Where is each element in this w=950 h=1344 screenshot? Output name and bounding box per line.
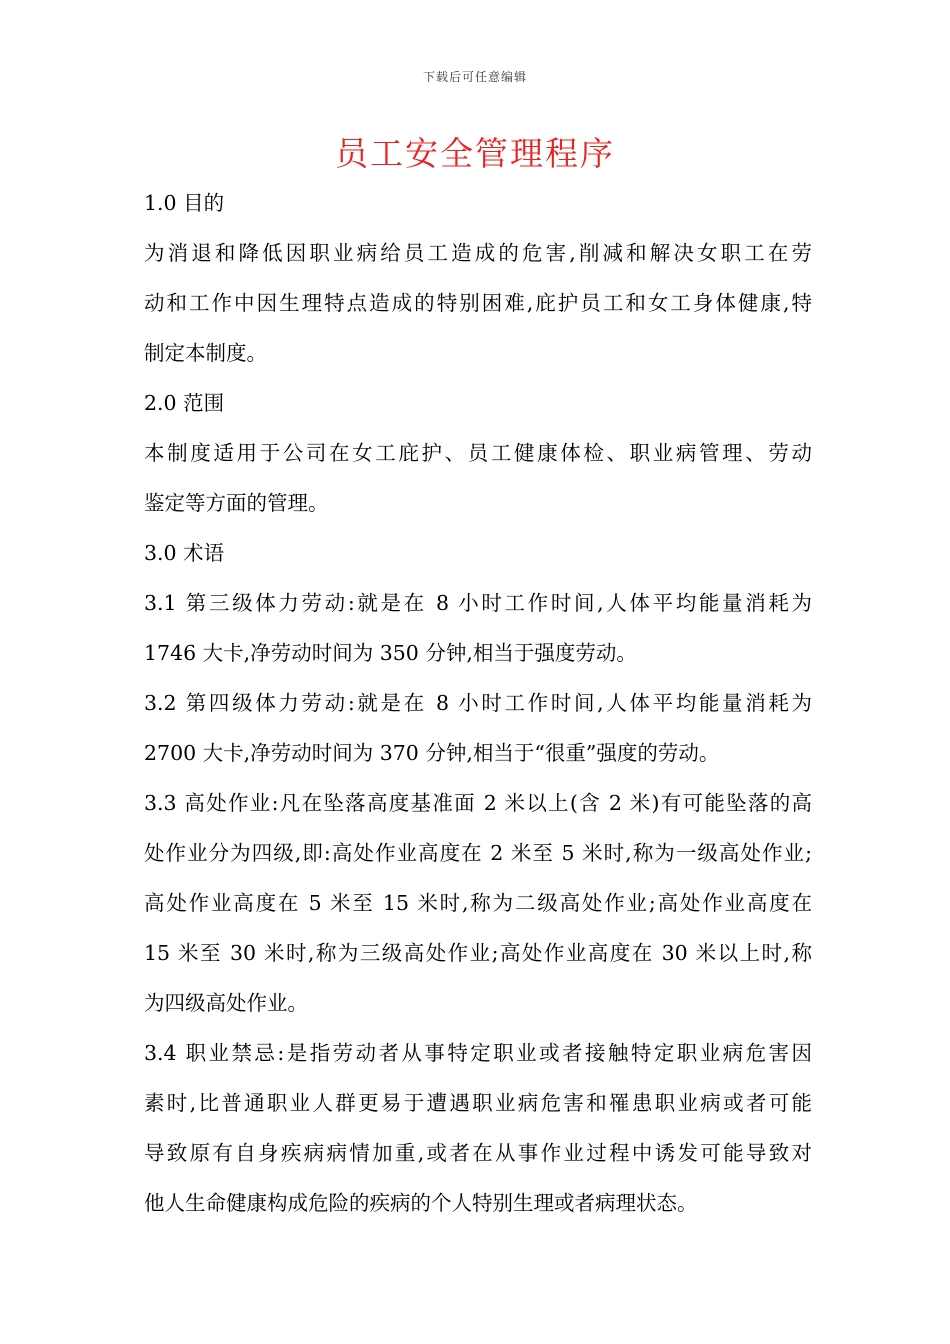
text-line: 2700 大卡,净劳动时间为 370 分钟,相当于“很重”强度的劳动。 <box>144 741 720 765</box>
text-line: 为四级高处作业。 <box>144 991 308 1015</box>
text-line: 1746 大卡,净劳动时间为 350 分钟,相当于强度劳动。 <box>144 641 637 665</box>
text-line: 他人生命健康构成危险的疾病的个人特别生理或者病理状态。 <box>144 1191 698 1215</box>
text-line: 导致原有自身疾病病情加重,或者在从事作业过程中诱发可能导致对 <box>144 1141 812 1165</box>
text-line: 本制度适用于公司在女工庇护、员工健康体检、职业病管理、劳动 <box>144 441 812 465</box>
text-line: 为消退和降低因职业病给员工造成的危害,削减和解决女职工在劳 <box>144 241 812 265</box>
text-line: 处作业分为四级,即:高处作业高度在 2 米至 5 米时,称为一级高处作业; <box>144 841 812 865</box>
text-line: 3.1 第三级体力劳动:就是在 8 小时工作时间,人体平均能量消耗为 <box>144 591 812 615</box>
text-line: 鉴定等方面的管理。 <box>144 491 329 515</box>
section-heading-scope: 2.0 范围 <box>144 391 225 415</box>
section-heading-terms: 3.0 术语 <box>144 541 225 565</box>
header-note: 下载后可任意编辑 <box>422 70 527 84</box>
text-line: 3.3 高处作业:凡在坠落高度基准面 2 米以上(含 2 米)有可能坠落的高 <box>144 791 812 815</box>
text-line: 15 米至 30 米时,称为三级高处作业;高处作业高度在 30 米以上时,称 <box>144 941 812 965</box>
text-line: 3.2 第四级体力劳动:就是在 8 小时工作时间,人体平均能量消耗为 <box>144 691 812 715</box>
document-body <box>144 178 812 1228</box>
text-line: 动和工作中因生理特点造成的特别困难,庇护员工和女工身体健康,特 <box>144 291 812 315</box>
text-line: 高处作业高度在 5 米至 15 米时,称为二级高处作业;高处作业高度在 <box>144 891 812 915</box>
document-title: 员工安全管理程序 <box>335 134 615 173</box>
text-line: 制定本制度。 <box>144 341 267 365</box>
section-heading-purpose: 1.0 目的 <box>144 191 225 215</box>
text-line: 3.4 职业禁忌:是指劳动者从事特定职业或者接触特定职业病危害因 <box>144 1041 812 1065</box>
text-line: 素时,比普通职业人群更易于遭遇职业病危害和罹患职业病或者可能 <box>144 1091 812 1115</box>
